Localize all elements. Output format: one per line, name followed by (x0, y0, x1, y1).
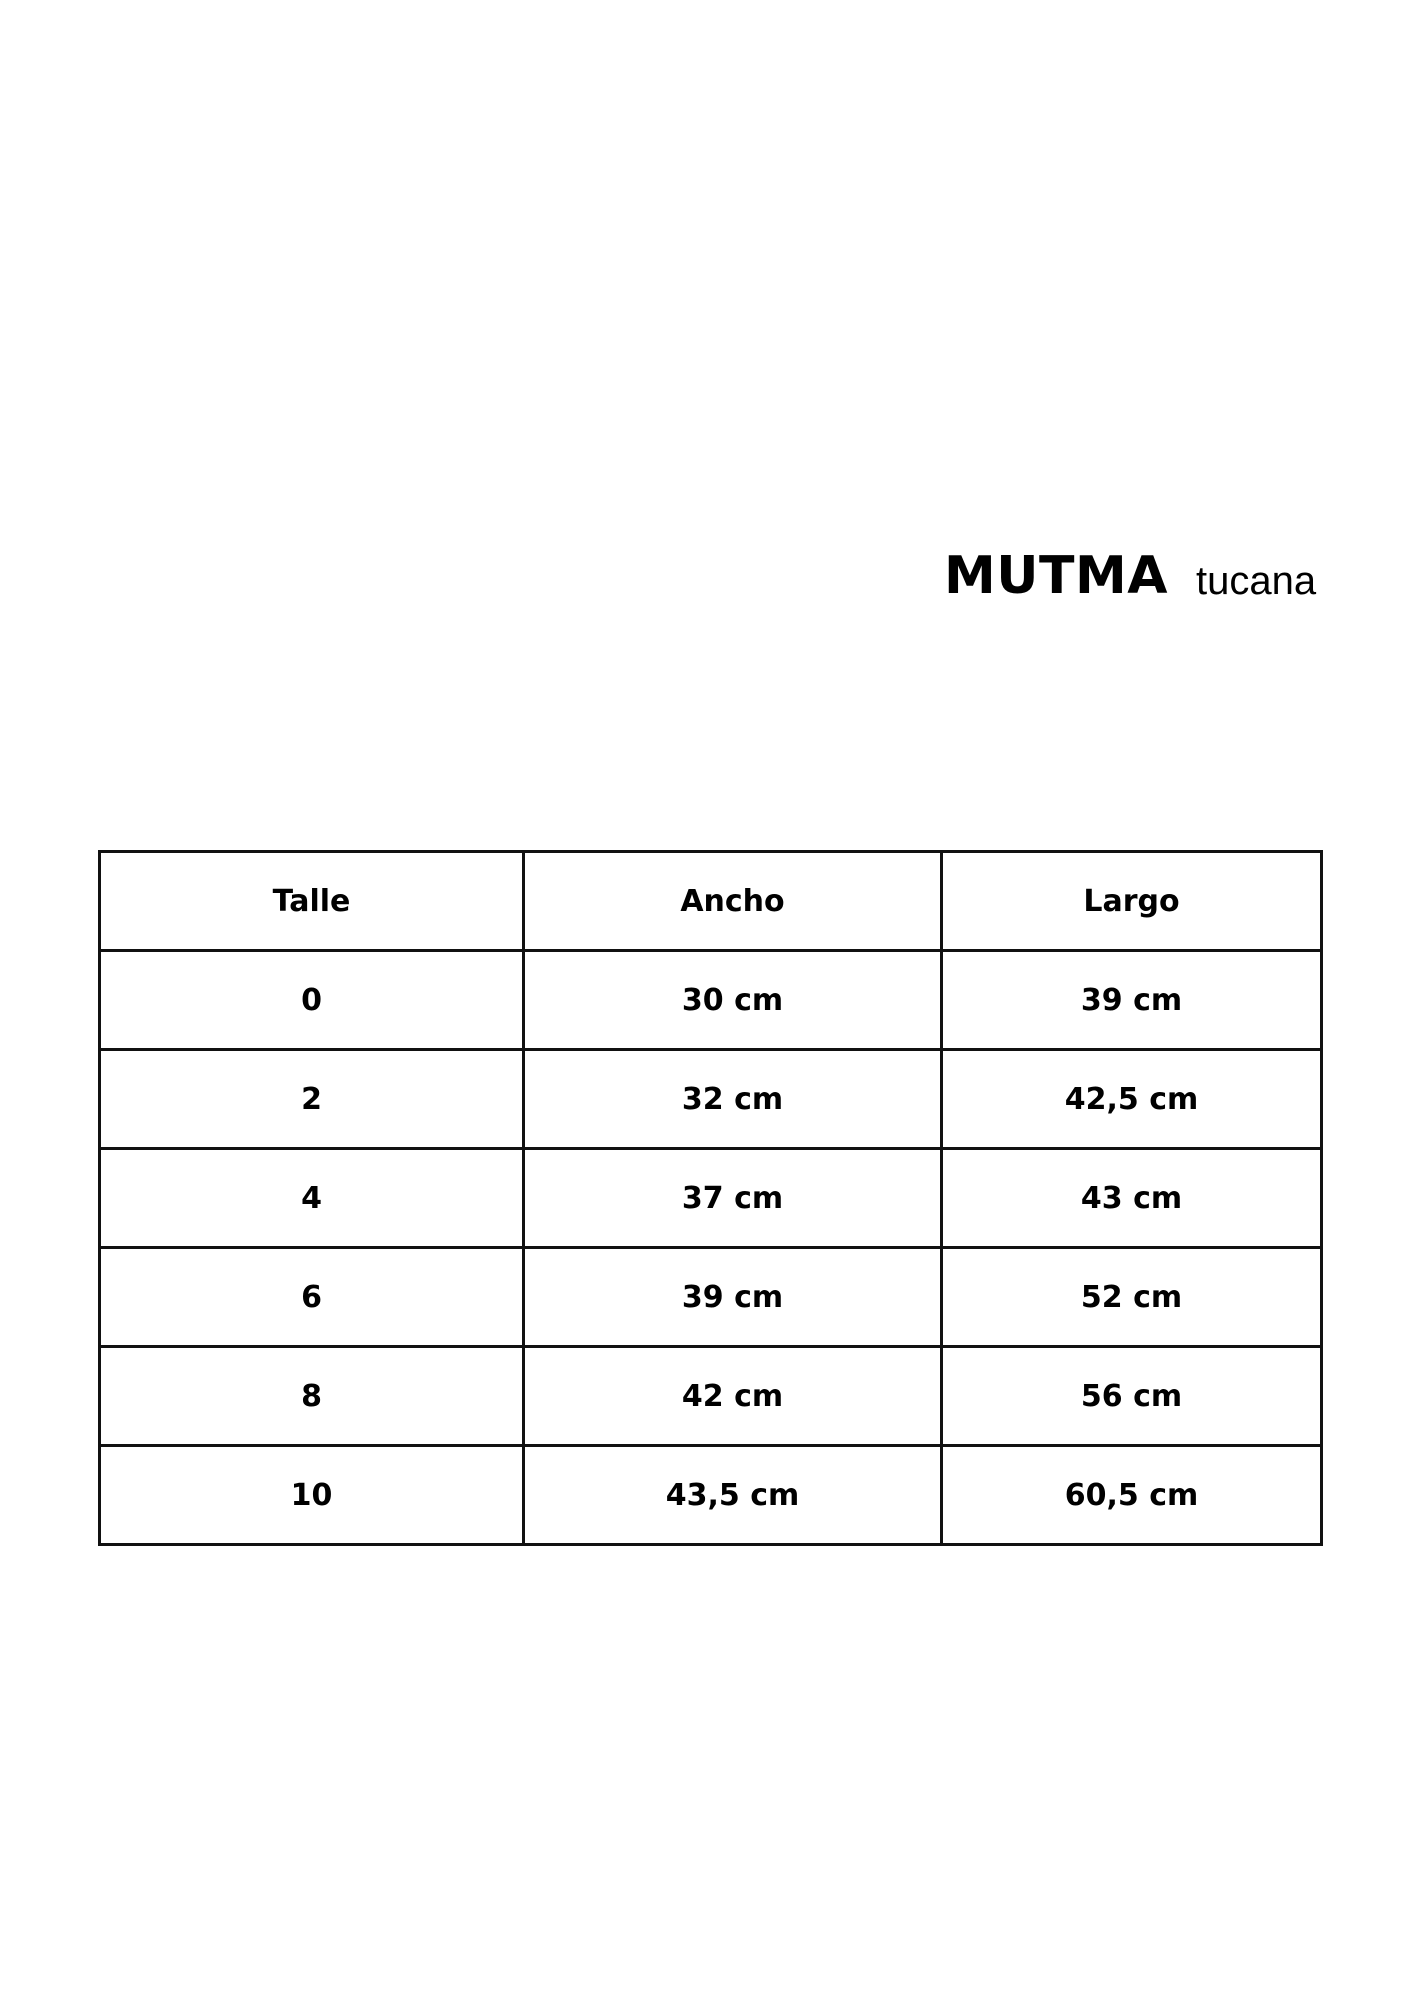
cell-talle: 10 (100, 1446, 524, 1545)
product-name: tucana (1196, 559, 1317, 603)
cell-largo: 56 cm (942, 1347, 1322, 1446)
cell-ancho: 42 cm (524, 1347, 942, 1446)
table-header-row (100, 852, 1322, 951)
cell-talle: 6 (100, 1248, 524, 1347)
cell-ancho: 37 cm (524, 1149, 942, 1248)
cell-ancho: 30 cm (524, 951, 942, 1050)
cell-talle: 2 (100, 1050, 524, 1149)
table-row (100, 1248, 1322, 1347)
table-row (100, 1050, 1322, 1149)
cell-largo: 60,5 cm (942, 1446, 1322, 1545)
cell-talle: 0 (100, 951, 524, 1050)
cell-largo: 43 cm (942, 1149, 1322, 1248)
table-row (100, 951, 1322, 1050)
table-row (100, 1347, 1322, 1446)
cell-largo: 52 cm (942, 1248, 1322, 1347)
cell-talle: 4 (100, 1149, 524, 1248)
size-table (98, 850, 1323, 1546)
cell-talle: 8 (100, 1347, 524, 1446)
column-header-talle: Talle (100, 852, 524, 951)
column-header-largo: Largo (942, 852, 1322, 951)
table-row (100, 1446, 1322, 1545)
brand-title: MUTMA (944, 546, 1168, 606)
cell-ancho: 32 cm (524, 1050, 942, 1149)
cell-ancho: 39 cm (524, 1248, 942, 1347)
cell-largo: 42,5 cm (942, 1050, 1322, 1149)
cell-largo: 39 cm (942, 951, 1322, 1050)
column-header-ancho: Ancho (524, 852, 942, 951)
cell-ancho: 43,5 cm (524, 1446, 942, 1545)
table-row (100, 1149, 1322, 1248)
